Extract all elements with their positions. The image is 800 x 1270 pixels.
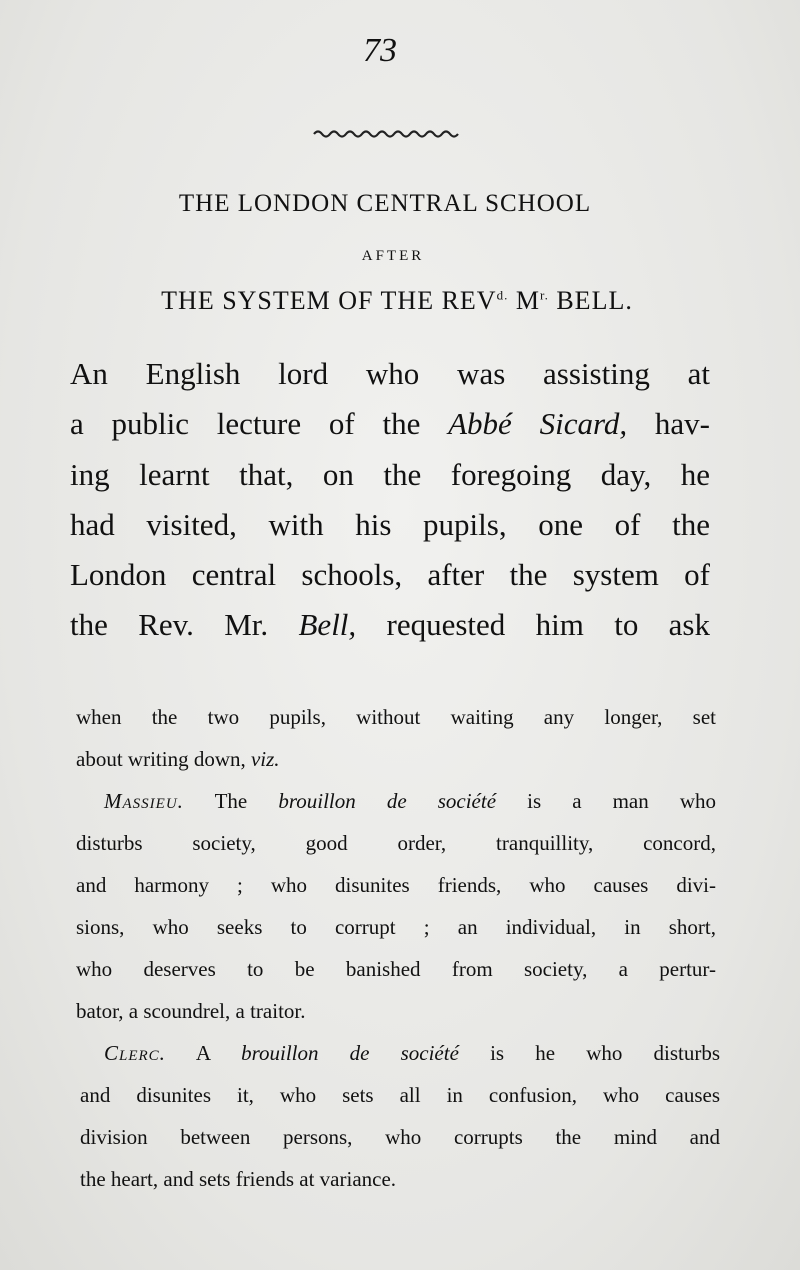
body-line: Clerc. A brouillon de société is he who disturbs [104,1041,721,1065]
ornamental-rule [312,128,460,140]
body-line: bator, a scoundrel, a traitor. [76,999,306,1023]
intro-line: had visited, with his pupils, one of the [70,507,710,542]
speaker-name: Massieu. [104,789,184,813]
body-line: and disunites it, who sets all in confusion, who causes [80,1083,720,1107]
title-line-2: AFTER [361,248,425,264]
intro-line: a public lecture of the Abbé Sicard, hav- [70,406,710,441]
intro-line: London central schools, after the system of [70,557,710,592]
body-line: division between persons, who corrupts the mind and [80,1125,720,1149]
body-line: about writing down, viz. [76,747,280,771]
body-line: the heart, and sets friends at variance. [80,1167,397,1191]
body-line: who deserves to be banished from society, a pertur- [76,957,716,981]
body-line: when the two pupils, without waiting any longer, set [76,705,716,729]
body-line: Massieu. The brouillon de société is a man who [104,789,716,813]
intro-line: An English lord who was assisting at [70,356,710,391]
body-line: sions, who seeks to corrupt ; an individual, in short, [76,915,716,939]
body-line: disturbs society, good order, tranquillity, concord, [76,831,716,855]
page-number: 73 [363,32,397,69]
intro-line: the Rev. Mr. Bell, requested him to ask [70,607,710,642]
title-line-1: THE LONDON CENTRAL SCHOOL [178,190,592,217]
intro-line: ing learnt that, on the foregoing day, he [70,457,710,492]
speaker-name: Clerc. [104,1041,166,1065]
body-line: and harmony ; who disunites friends, who causes divi- [76,873,716,897]
title-line-3: THE SYSTEM OF THE $REV^{d.}$ $M^{r.}$ BELL. [161,286,633,315]
